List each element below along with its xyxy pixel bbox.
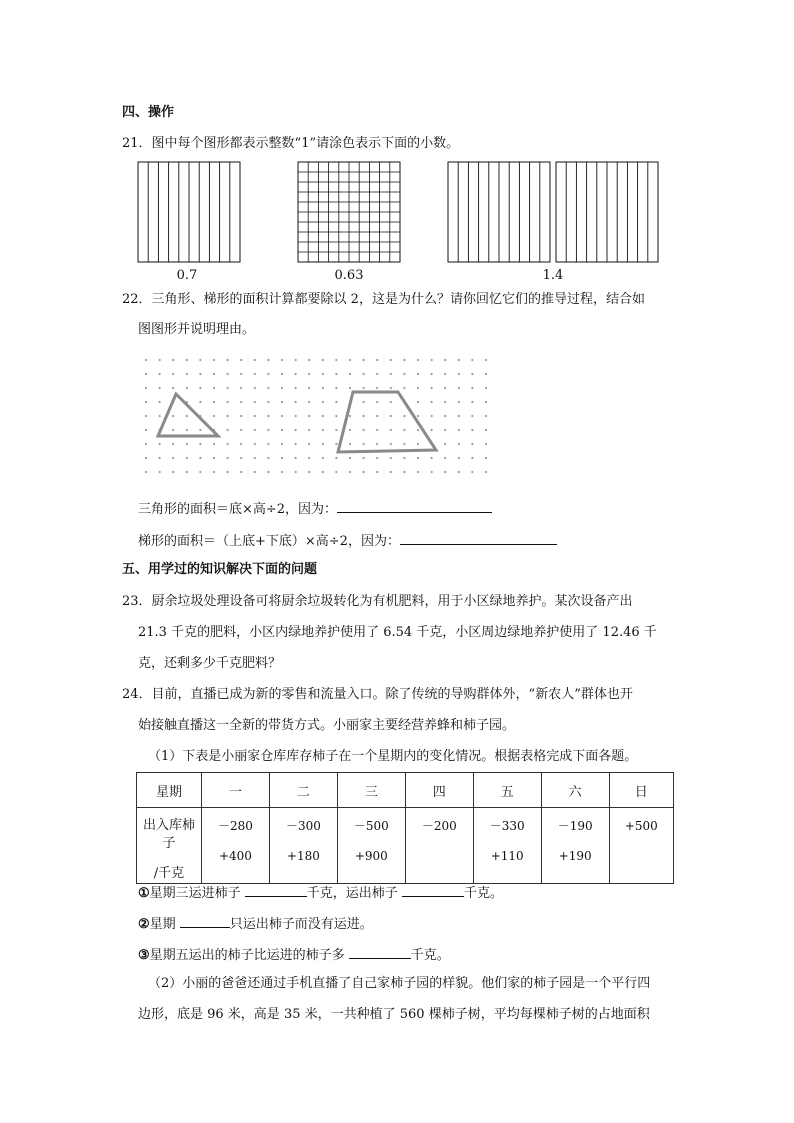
sub2-text-a: 星期 bbox=[149, 917, 180, 932]
q21-figures bbox=[0, 0, 794, 300]
data-cell bbox=[541, 808, 609, 884]
in-value: +180 bbox=[286, 849, 320, 863]
trapezoid-area-line bbox=[138, 530, 557, 551]
sub1-text-b: 千克，运出柿子 bbox=[306, 886, 402, 901]
triangle-reason-blank[interactable] bbox=[337, 498, 492, 513]
trapezoid-area-label: 梯形的面积＝（上底+下底）×高÷2，因为： bbox=[138, 534, 400, 549]
q24-part2-line2: 边形，底是 96 米，高是 35 米，一共种植了 560 棵柿子树，平均每棵柿子树的占地面积 bbox=[138, 1007, 650, 1022]
caption-0-7: 0.7 bbox=[176, 268, 198, 283]
sub1-number: ① bbox=[138, 886, 150, 901]
figure-tenths-3[interactable] bbox=[556, 162, 658, 262]
triangle-area-label: 三角形的面积＝底×高÷2，因为： bbox=[138, 502, 338, 517]
caption-0-63: 0.63 bbox=[334, 268, 364, 283]
header-cell: 五 bbox=[473, 773, 541, 808]
q24-part1-intro: （1）下表是小丽家仓库库存柿子在一个星期内的变化情况。根据表格完成下面各题。 bbox=[148, 749, 638, 764]
out-value: －190 bbox=[557, 819, 593, 833]
header-cell: 二 bbox=[269, 773, 337, 808]
q24-line1: 24．目前，直播已成为新的零售和流量入口。除了传统的导购群体外，“新农人”群体也开 bbox=[122, 687, 633, 702]
q21-text: 21．图中每个图形都表示整数“1”请涂色表示下面的小数。 bbox=[122, 136, 460, 151]
table-header-row bbox=[137, 773, 674, 808]
out-value: +500 bbox=[624, 819, 658, 833]
triangle-area-line bbox=[138, 498, 492, 519]
figure-hundredths[interactable] bbox=[298, 162, 400, 262]
row-label-2: /千克 bbox=[153, 866, 185, 881]
caption-1-4: 1.4 bbox=[542, 268, 564, 283]
q24-sub3 bbox=[138, 944, 450, 965]
q24-line2: 始接触直播这一全新的带货方式。小丽家主要经营养蜂和柿子园。 bbox=[138, 718, 516, 733]
in-value: +400 bbox=[218, 849, 252, 863]
q24-sub2 bbox=[138, 913, 373, 934]
header-cell: 一 bbox=[202, 773, 270, 808]
header-cell: 星期 bbox=[137, 773, 202, 808]
section5-title: 五、用学过的知识解决下面的问题 bbox=[122, 562, 318, 577]
header-cell: 四 bbox=[405, 773, 473, 808]
sub2-number: ② bbox=[138, 917, 150, 932]
in-value: +110 bbox=[490, 849, 524, 863]
dot-grid-figure bbox=[140, 352, 502, 482]
trapezoid-shape bbox=[338, 392, 436, 452]
sub2-blank-day[interactable] bbox=[180, 913, 230, 928]
header-cell: 日 bbox=[609, 773, 673, 808]
figure-tenths-1[interactable] bbox=[138, 162, 240, 262]
trapezoid-reason-blank[interactable] bbox=[400, 530, 557, 545]
data-cell bbox=[473, 808, 541, 884]
data-cell bbox=[609, 808, 673, 884]
persimmon-table bbox=[136, 772, 674, 884]
sub1-blank-out[interactable] bbox=[402, 882, 464, 897]
q23-line3: 克，还剩多少千克肥料？ bbox=[138, 656, 282, 671]
sub3-text-a: 星期五运出的柿子比运进的柿子多 bbox=[149, 948, 349, 963]
in-value: +190 bbox=[558, 849, 592, 863]
out-value: －330 bbox=[489, 819, 525, 833]
q23-line2: 21.3 千克的肥料，小区内绿地养护使用了 6.54 千克，小区周边绿地养护使用了 12.46 千 bbox=[138, 625, 657, 640]
q24-sub1 bbox=[138, 882, 503, 903]
section4-title: 四、操作 bbox=[122, 105, 175, 120]
data-cell bbox=[269, 808, 337, 884]
q22-line2: 图图形并说明理由。 bbox=[138, 322, 256, 337]
q24-part2-line1: （2）小丽的爸爸还通过手机直播了自己家柿子园的样貌。他们家的柿子园是一个平行四 bbox=[148, 976, 651, 991]
header-cell: 六 bbox=[541, 773, 609, 808]
row-label-1: 出入库柿子 bbox=[142, 818, 195, 851]
data-cell bbox=[337, 808, 405, 884]
sub1-text-c: 千克。 bbox=[463, 886, 503, 901]
out-value: －280 bbox=[218, 819, 253, 833]
header-cell: 三 bbox=[337, 773, 405, 808]
table-data-row bbox=[137, 808, 674, 884]
sub3-blank-diff[interactable] bbox=[349, 944, 411, 959]
out-value: －500 bbox=[353, 819, 389, 833]
out-value: －200 bbox=[421, 819, 457, 833]
row-label-cell bbox=[137, 808, 202, 884]
sub1-blank-in[interactable] bbox=[245, 882, 307, 897]
data-cell bbox=[202, 808, 270, 884]
sub1-text-a: 星期三运进柿子 bbox=[149, 886, 245, 901]
triangle-shape bbox=[158, 394, 218, 436]
q23-line1: 23．厨余垃圾处理设备可将厨余垃圾转化为有机肥料，用于小区绿地养护。某次设备产出 bbox=[122, 594, 633, 609]
in-value: +900 bbox=[354, 849, 388, 863]
figure-tenths-2[interactable] bbox=[448, 162, 550, 262]
sub2-text-b: 只运出柿子而没有运进。 bbox=[229, 917, 373, 932]
sub3-text-b: 千克。 bbox=[410, 948, 450, 963]
sub3-number: ③ bbox=[138, 948, 150, 963]
data-cell bbox=[405, 808, 473, 884]
out-value: －300 bbox=[285, 819, 321, 833]
q22-line1: 22．三角形、梯形的面积计算都要除以 2，这是为什么？请你回忆它们的推导过程，结合如 bbox=[122, 292, 645, 307]
